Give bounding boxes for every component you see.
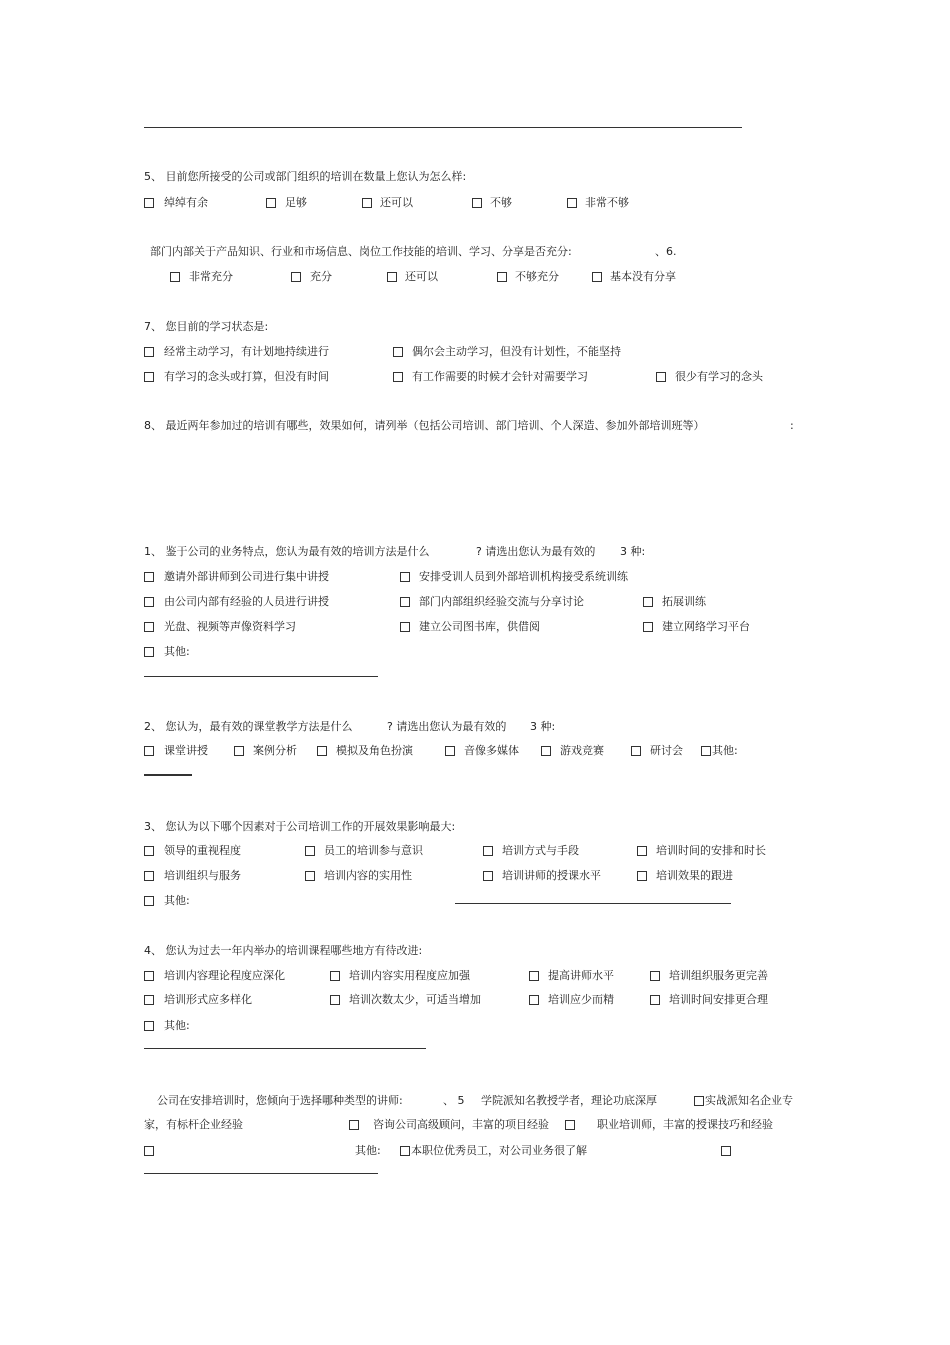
checkbox-q3-2[interactable] [483,846,493,856]
option-label: 其他: [712,744,738,757]
option-label: 职业培训师，丰富的授课技巧和经验 [597,1118,773,1131]
option-label: 研讨会 [650,744,683,757]
top-divider [144,127,742,128]
q4-other-input-line[interactable] [144,1048,426,1049]
checkbox-q4-3[interactable] [650,971,660,981]
checkbox-q4-7[interactable] [650,995,660,1005]
question-6-dept-sharing: 部门内部关于产品知识、行业和市场信息、岗位工作技能的培训、学习、分享是否充分: [150,245,572,258]
checkbox-q4-5[interactable] [330,995,340,1005]
checkbox-q3-6[interactable] [483,871,493,881]
checkbox-q2-other[interactable] [701,746,711,756]
checkbox-q2-2[interactable] [317,746,327,756]
checkbox-q3-1[interactable] [305,846,315,856]
option-label: 培训内容的实用性 [324,869,412,882]
checkbox-q5b-pro-trainer[interactable] [565,1120,575,1130]
checkbox-q1-2[interactable] [144,597,154,607]
checkbox-q1-3[interactable] [400,597,410,607]
question-6-number: 、6. [655,245,677,258]
option-label: 其他: [355,1144,381,1157]
checkbox-q1-7[interactable] [643,622,653,632]
question-1-prompt: ? 请选出您认为最有效的 [476,545,596,558]
question-8-colon: : [790,419,794,432]
checkbox-q6a-4[interactable] [592,272,602,282]
option-label: 培训方式与手段 [502,844,579,857]
checkbox-q5b-internal[interactable] [400,1146,410,1156]
checkbox-q1-0[interactable] [144,572,154,582]
option-label: 培训内容实用程度应加强 [349,969,470,982]
checkbox-q5a-1[interactable] [266,198,276,208]
checkbox-q7-0[interactable] [144,347,154,357]
option-label: 员工的培训参与意识 [324,844,423,857]
checkbox-q5b-practitioner[interactable] [694,1096,704,1106]
checkbox-q6a-1[interactable] [291,272,301,282]
checkbox-q3-7[interactable] [637,871,647,881]
option-label: 培训组织服务更完善 [669,969,768,982]
checkbox-q5b-extra[interactable] [721,1146,731,1156]
option-label: 音像多媒体 [464,744,519,757]
option-label: 充分 [310,270,332,283]
checkbox-q7-4[interactable] [656,372,666,382]
option-label: 经常主动学习，有计划地持续进行 [164,345,329,358]
checkbox-q2-0[interactable] [144,746,154,756]
question-2-count: 3 种: [530,720,556,733]
checkbox-q1-other[interactable] [144,647,154,657]
question-1-count: 3 种: [620,545,646,558]
option-label: 咨询公司高级顾问，丰富的项目经验 [373,1118,549,1131]
option-label: 建立网络学习平台 [662,620,750,633]
checkbox-q5a-0[interactable] [144,198,154,208]
question-1-training-methods: 1、 鉴于公司的业务特点，您认为最有效的培训方法是什么 [144,545,430,558]
option-label: 其他: [164,645,190,658]
checkbox-q6a-3[interactable] [497,272,507,282]
option-label: 本职位优秀员工，对公司业务很了解 [411,1144,587,1157]
question-5-trainer-type: 公司在安排培训时，您倾向于选择哪种类型的讲师: [157,1094,403,1107]
question-3-impact-factors: 3、 您认为以下哪个因素对于公司培训工作的开展效果影响最大: [144,820,456,833]
checkbox-q4-0[interactable] [144,971,154,981]
checkbox-q7-2[interactable] [144,372,154,382]
checkbox-q6a-0[interactable] [170,272,180,282]
option-label: 培训时间安排更合理 [669,993,768,1006]
option-label: 绰绰有余 [164,196,208,209]
option-label: 实战派知名企业专 [705,1094,793,1107]
option-label: 学院派知名教授学者，理论功底深厚 [481,1094,657,1107]
option-label: 有学习的念头或打算，但没有时间 [164,370,329,383]
checkbox-q5a-2[interactable] [362,198,372,208]
checkbox-q5a-3[interactable] [472,198,482,208]
checkbox-q2-1[interactable] [234,746,244,756]
checkbox-q4-6[interactable] [529,995,539,1005]
checkbox-q3-other[interactable] [144,896,154,906]
checkbox-q3-5[interactable] [305,871,315,881]
option-label: 其他: [164,1019,190,1032]
q5b-other-input-line[interactable] [144,1173,378,1174]
checkbox-q4-4[interactable] [144,995,154,1005]
option-label: 培训形式应多样化 [164,993,252,1006]
question-5-quantity: 5、 目前您所接受的公司或部门组织的培训在数量上您认为怎么样: [144,170,467,183]
question-2-prompt: ? 请选出您认为最有效的 [387,720,507,733]
checkbox-q5a-4[interactable] [567,198,577,208]
option-label: 由公司内部有经验的人员进行讲授 [164,595,329,608]
option-label: 课堂讲授 [164,744,208,757]
option-label: 拓展训练 [662,595,706,608]
option-label: 建立公司图书库，供借阅 [419,620,540,633]
option-label: 非常不够 [585,196,629,209]
checkbox-q3-0[interactable] [144,846,154,856]
option-label: 安排受训人员到外部培训机构接受系统训练 [419,570,628,583]
option-label: 足够 [285,196,307,209]
option-label: 还可以 [405,270,438,283]
option-label: 培训时间的安排和时长 [656,844,766,857]
option-label: 基本没有分享 [610,270,676,283]
checkbox-q2-5[interactable] [631,746,641,756]
option-label: 偶尔会主动学习，但没有计划性，不能坚持 [412,345,621,358]
question-4-improvements: 4、 您认为过去一年内举办的培训课程哪些地方有待改进: [144,944,423,957]
option-label: 不够 [490,196,512,209]
q1-other-input-line[interactable] [144,676,378,677]
option-label: 光盘、视频等声像资料学习 [164,620,296,633]
checkbox-q1-4[interactable] [643,597,653,607]
option-label: 其他: [164,894,190,907]
option-label: 提高讲师水平 [548,969,614,982]
q3-other-input-line[interactable] [455,903,731,904]
option-label: 还可以 [380,196,413,209]
option-label: 家，有标杆企业经验 [144,1118,243,1131]
question-7-learning-state: 7、 您目前的学习状态是: [144,320,269,333]
checkbox-q7-1[interactable] [393,347,403,357]
checkbox-q5b-other[interactable] [144,1146,154,1156]
checkbox-q1-1[interactable] [400,572,410,582]
option-label: 培训次数太少，可适当增加 [349,993,481,1006]
checkbox-q1-5[interactable] [144,622,154,632]
checkbox-q4-other[interactable] [144,1021,154,1031]
option-label: 模拟及角色扮演 [336,744,413,757]
checkbox-q4-1[interactable] [330,971,340,981]
option-label: 培训内容理论程度应深化 [164,969,285,982]
option-label: 领导的重视程度 [164,844,241,857]
checkbox-q3-4[interactable] [144,871,154,881]
option-label: 培训效果的跟进 [656,869,733,882]
option-label: 培训组织与服务 [164,869,241,882]
question-5-number: 、 5 [443,1094,465,1107]
option-label: 部门内部组织经验交流与分享讨论 [419,595,584,608]
checkbox-q2-3[interactable] [445,746,455,756]
question-2-classroom-methods: 2、 您认为，最有效的课堂教学方法是什么 [144,720,353,733]
option-label: 培训应少而精 [548,993,614,1006]
option-label: 培训讲师的授课水平 [502,869,601,882]
question-8-recent-trainings: 8、 最近两年参加过的培训有哪些，效果如何，请列举（包括公司培训、部门培训、个人深造、参加外部培训班等） [144,419,705,432]
checkbox-q1-6[interactable] [400,622,410,632]
checkbox-q2-4[interactable] [541,746,551,756]
checkbox-q4-2[interactable] [529,971,539,981]
option-label: 不够充分 [515,270,559,283]
checkbox-q5b-consultant[interactable] [349,1120,359,1130]
option-label: 游戏竞赛 [560,744,604,757]
checkbox-q7-3[interactable] [393,372,403,382]
checkbox-q6a-2[interactable] [387,272,397,282]
option-label: 非常充分 [189,270,233,283]
checkbox-q3-3[interactable] [637,846,647,856]
option-label: 有工作需要的时候才会针对需要学习 [412,370,588,383]
option-label: 很少有学习的念头 [675,370,763,383]
option-label: 邀请外部讲师到公司进行集中讲授 [164,570,329,583]
q2-other-input-line[interactable] [144,774,192,776]
option-label: 案例分析 [253,744,297,757]
